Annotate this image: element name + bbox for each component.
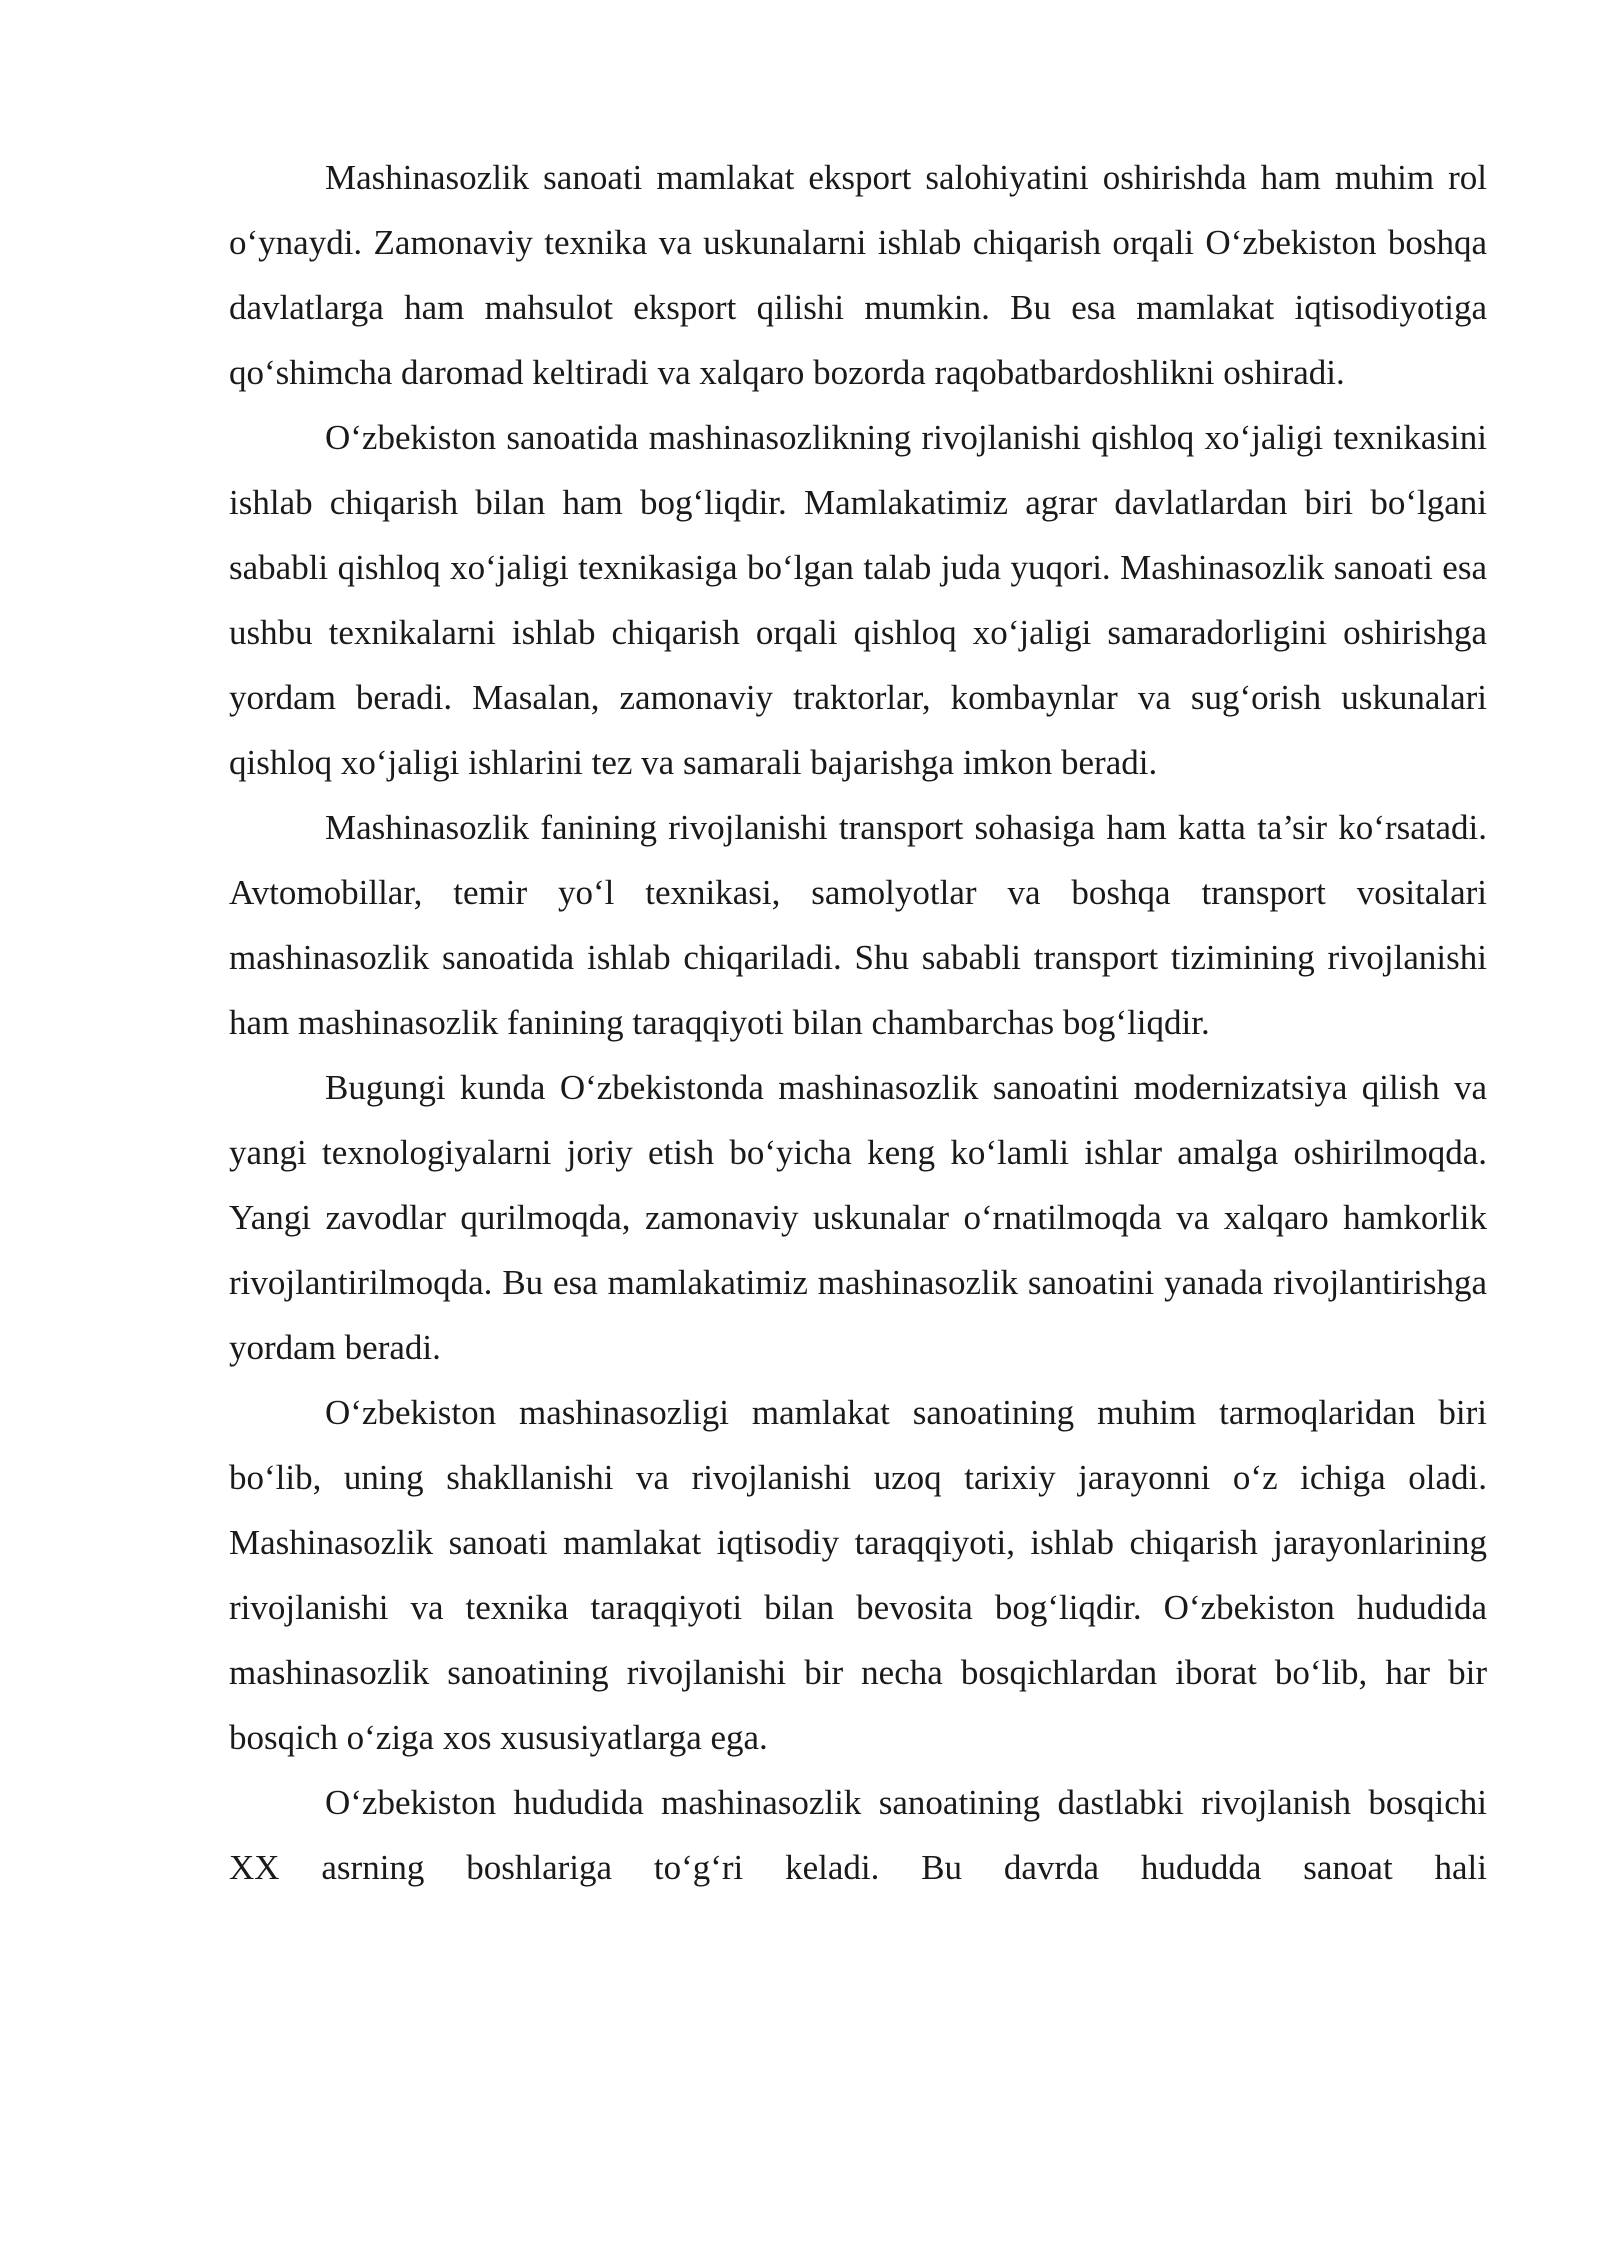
paragraph: O‘zbekiston hududida mashinasozlik sanoatining dastlabki rivojlanish bosqichi XX asrning boshlariga to‘g‘ri keladi. Bu davrda hududda sanoat hali — [229, 1783, 1487, 1887]
paragraph: Bugungi kunda O‘zbekistonda mashinasozlik sanoatini modernizatsiya qilish va yangi texnologiyalarni joriy etish bo‘yicha keng ko‘lamli ishlar amalga oshirilmoqda. Yangi zavodlar qurilmoqda, zamonaviy uskunalar o‘rnatilmoqda va xalqaro hamkorlik rivojlantirilmoqda. Bu esa mamlakatimiz mashinasozlik sanoatini yanada rivojlantirishga yordam beradi. — [229, 1068, 1487, 1367]
paragraph: O‘zbekiston sanoatida mashinasozlikning rivojlanishi qishloq xo‘jaligi texnikasini ishlab chiqarish bilan ham bog‘liqdir. Mamlakatimiz agrar davlatlardan biri bo‘lgani sababli qishloq xo‘jaligi texnikasiga bo‘lgan talab juda yuqori. Mashinasozlik sanoati esa ushbu texnikalarni ishlab chiqarish orqali qishloq xo‘jaligi samaradorligini oshirishga yordam beradi. Masalan, zamonaviy traktorlar, kombaynlar va sug‘orish uskunalari qishloq xo‘jaligi ishlarini tez va samarali bajarishga imkon beradi. — [229, 418, 1487, 782]
document-body — [229, 145, 1487, 1900]
paragraph: Mashinasozlik sanoati mamlakat eksport salohiyatini oshirishda ham muhim rol o‘ynaydi. Zamonaviy texnika va uskunalarni ishlab chiqarish orqali O‘zbekiston boshqa davlatlarga ham mahsulot eksport qilishi mumkin. Bu esa mamlakat iqtisodiyotiga qo‘shimcha daromad keltiradi va xalqaro bozorda raqobatbardoshlikni oshiradi. — [229, 158, 1487, 392]
paragraph: O‘zbekiston mashinasozligi mamlakat sanoatining muhim tarmoqlaridan biri bo‘lib, uning shakllanishi va rivojlanishi uzoq tarixiy jarayonni o‘z ichiga oladi. Mashinasozlik sanoati mamlakat iqtisodiy taraqqiyoti, ishlab chiqarish jarayonlarining rivojlanishi va texnika taraqqiyoti bilan bevosita bog‘liqdir. O‘zbekiston hududida mashinasozlik sanoatining rivojlanishi bir necha bosqichlardan iborat bo‘lib, har bir bosqich o‘ziga xos xususiyatlarga ega. — [229, 1393, 1487, 1757]
paragraph: Mashinasozlik fanining rivojlanishi transport sohasiga ham katta ta’sir ko‘rsatadi. Avtomobillar, temir yo‘l texnikasi, samolyotlar va boshqa transport vositalari mashinasozlik sanoatida ishlab chiqariladi. Shu sababli transport tizimining rivojlanishi ham mashinasozlik fanining taraqqiyoti bilan chambarchas bog‘liqdir. — [229, 808, 1487, 1042]
